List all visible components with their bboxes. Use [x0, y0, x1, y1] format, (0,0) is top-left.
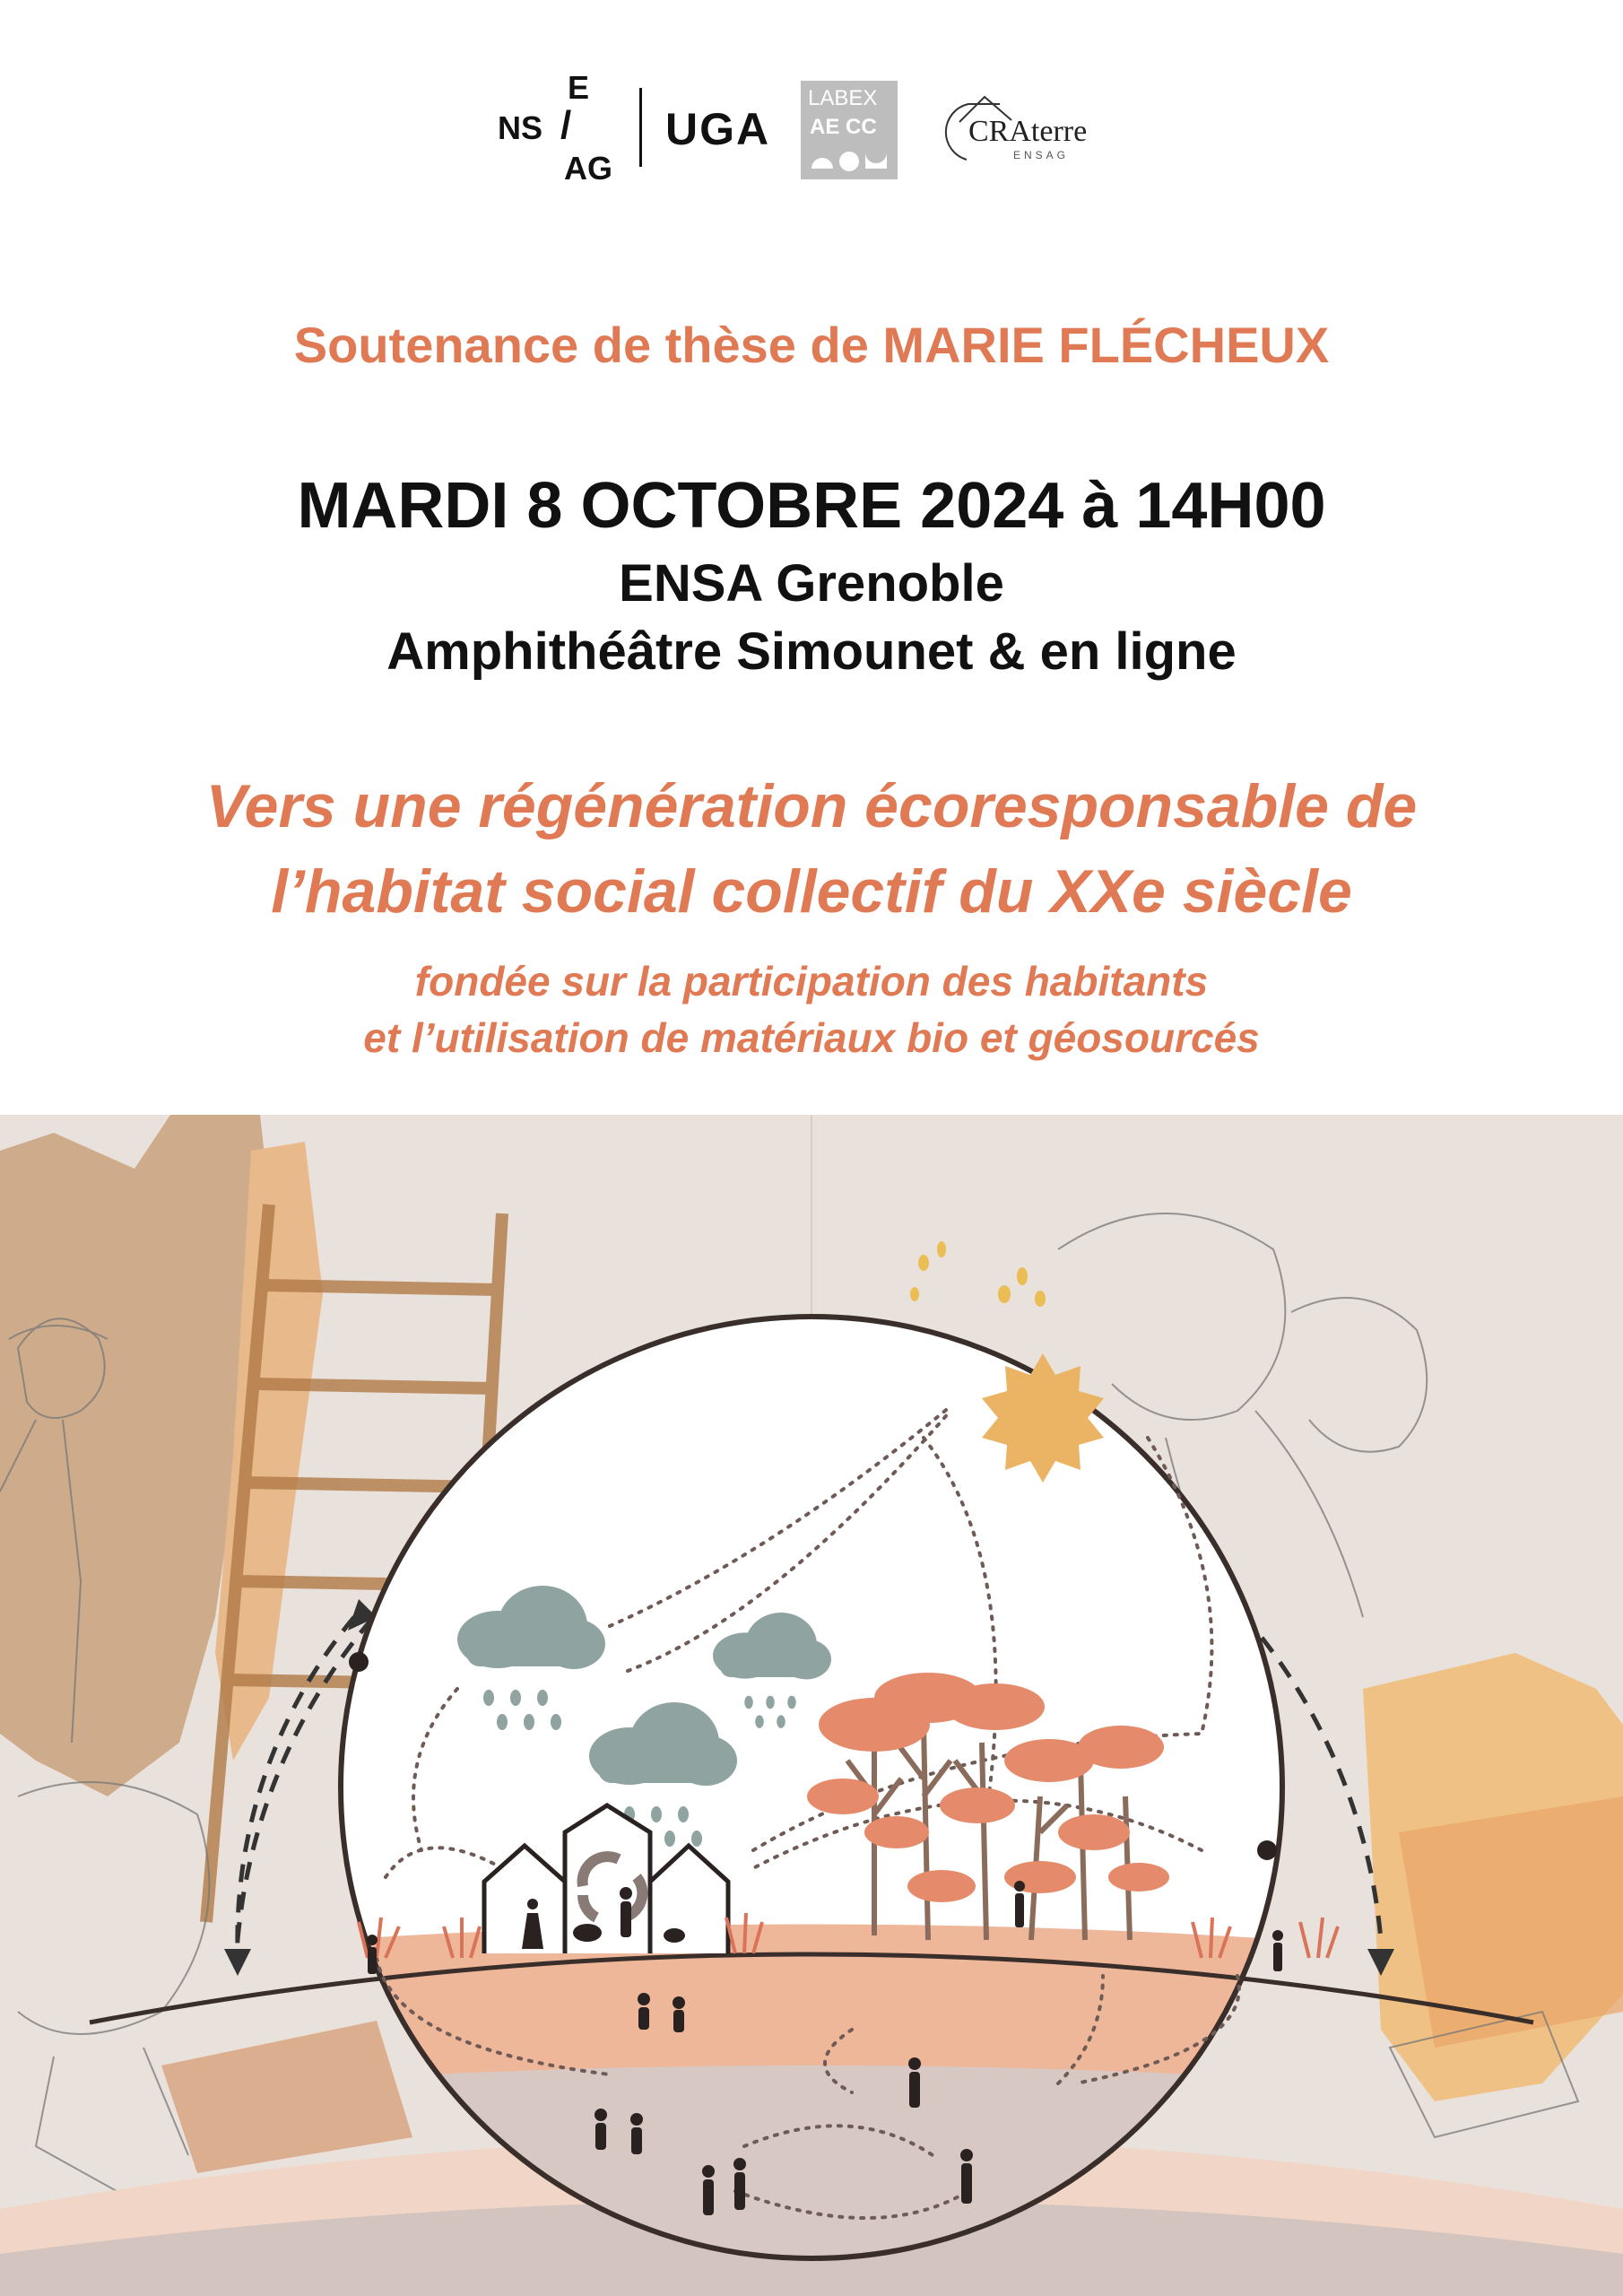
event-room: Amphithéâtre Simounet & en ligne	[386, 622, 1237, 681]
illustration	[0, 1115, 1623, 2296]
ensag-logo-ns: NS	[498, 109, 543, 146]
event-venue: ENSA Grenoble	[619, 554, 1004, 613]
uga-logo: UGA	[665, 104, 771, 154]
thesis-title-line1: Vers une régénération écoresponsable de	[205, 772, 1418, 840]
ensag-logo	[498, 69, 623, 187]
ensag-logo-e: E	[568, 69, 590, 106]
thesis-subtitle-line1: fondée sur la participation des habitants	[414, 958, 1209, 1004]
labex-logo-line2: AE CC	[810, 115, 877, 139]
defense-announcement: Soutenance de thèse de MARIE FLÉCHEUX	[293, 317, 1330, 373]
ensag-logo-ag: AG	[564, 150, 612, 187]
craterre-logo	[933, 90, 1112, 170]
partner-logos	[0, 69, 1623, 188]
craterre-logo-name: CRAterre	[968, 115, 1088, 148]
ensag-logo-slash: /	[560, 103, 572, 147]
craterre-logo-sub: ENSAG	[1013, 149, 1070, 161]
thesis-subtitle-line2: et l’utilisation de matériaux bio et géosourcés	[363, 1014, 1260, 1061]
thesis-title-line2: l’habitat social collectif du XXe siècle	[271, 857, 1352, 926]
logo-divider	[639, 88, 642, 167]
labex-logo	[801, 81, 898, 179]
labex-logo-line1: LABEX	[808, 86, 878, 110]
labex-logo-shapes	[808, 145, 890, 172]
event-datetime: MARDI 8 OCTOBRE 2024 à 14H00	[297, 470, 1326, 542]
